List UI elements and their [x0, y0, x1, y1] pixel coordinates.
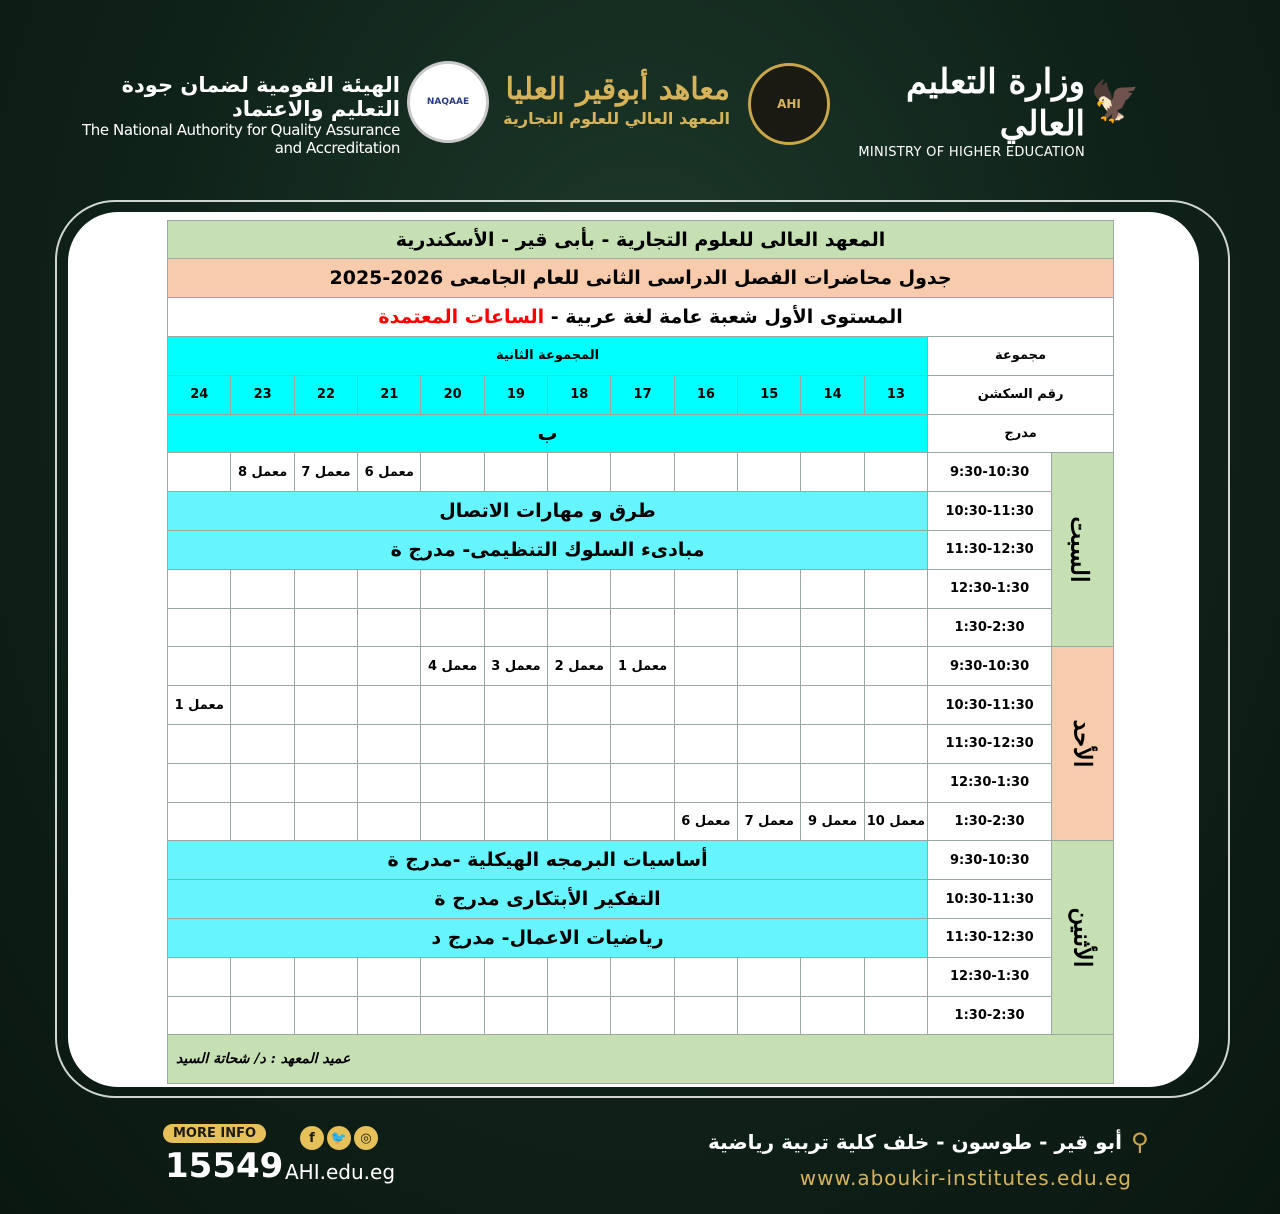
empty-cell — [358, 996, 421, 1035]
empty-cell — [294, 996, 357, 1035]
empty-cell — [421, 996, 484, 1035]
time-slot: 12:30-1:30 — [928, 763, 1052, 802]
empty-cell — [674, 996, 737, 1035]
empty-cell — [358, 569, 421, 608]
empty-cell — [674, 724, 737, 763]
table-row — [168, 530, 1114, 569]
table-row — [168, 492, 1114, 531]
empty-cell — [168, 996, 231, 1035]
level-title — [168, 298, 1114, 337]
naqaae-seal-icon: NAQAAE — [407, 61, 489, 143]
empty-cell — [294, 608, 357, 647]
empty-cell — [168, 608, 231, 647]
time-slot: 9:30-10:30 — [928, 453, 1052, 492]
empty-cell — [674, 647, 737, 686]
empty-cell — [738, 686, 801, 725]
course-cell: أساسيات البرمجه الهيكلية -مدرج ة — [168, 841, 928, 880]
empty-cell — [864, 724, 927, 763]
empty-cell — [611, 724, 674, 763]
empty-cell — [801, 957, 864, 996]
time-slot: 1:30-2:30 — [928, 608, 1052, 647]
section-label: رقم السكشن — [928, 375, 1114, 414]
empty-cell — [484, 996, 547, 1035]
empty-cell — [231, 996, 294, 1035]
naqaae-name-en: The National Authority for Quality Assurance and Accreditation — [81, 121, 400, 157]
empty-cell — [231, 569, 294, 608]
empty-cell — [611, 569, 674, 608]
egypt-eagle-icon: 🦅 — [1090, 79, 1140, 125]
empty-cell — [484, 569, 547, 608]
table-row — [168, 453, 1114, 492]
empty-cell — [421, 608, 484, 647]
empty-cell — [611, 608, 674, 647]
empty-cell — [484, 802, 547, 841]
empty-cell — [611, 802, 674, 841]
ahi-subtitle: المعهد العالي للعلوم التجارية — [503, 109, 730, 128]
institute-title: المعهد العالى للعلوم التجارية - بأبى قير - الأسكندرية — [168, 221, 1114, 259]
empty-cell — [738, 724, 801, 763]
table-row — [168, 569, 1114, 608]
section-number: 19 — [484, 375, 547, 414]
table-row — [168, 996, 1114, 1035]
section-number: 17 — [611, 375, 674, 414]
section-number: 24 — [168, 375, 231, 414]
empty-cell — [801, 608, 864, 647]
empty-cell — [484, 608, 547, 647]
time-slot: 11:30-12:30 — [928, 530, 1052, 569]
group-value: المجموعة الثانية — [168, 337, 928, 376]
empty-cell — [294, 802, 357, 841]
day-name: الأحد — [1068, 719, 1098, 768]
empty-cell — [421, 453, 484, 492]
empty-cell — [231, 647, 294, 686]
ahi-seal-icon: AHI — [748, 63, 830, 145]
empty-cell — [548, 763, 611, 802]
time-slot: 10:30-11:30 — [928, 880, 1052, 919]
empty-cell — [611, 686, 674, 725]
empty-cell — [358, 763, 421, 802]
table-row — [168, 802, 1114, 841]
empty-cell — [548, 608, 611, 647]
empty-cell — [421, 802, 484, 841]
empty-cell — [801, 647, 864, 686]
empty-cell — [801, 686, 864, 725]
empty-cell — [358, 647, 421, 686]
lab-cell: معمل 7 — [738, 802, 801, 841]
empty-cell — [231, 763, 294, 802]
table-row — [168, 647, 1114, 686]
empty-cell — [168, 763, 231, 802]
day-name: السبت — [1065, 516, 1095, 583]
empty-cell — [738, 957, 801, 996]
empty-cell — [231, 802, 294, 841]
empty-cell — [864, 453, 927, 492]
day-cell — [1052, 453, 1114, 647]
time-slot: 12:30-1:30 — [928, 569, 1052, 608]
empty-cell — [801, 763, 864, 802]
empty-cell — [484, 763, 547, 802]
more-info-badge: MORE INFO — [163, 1124, 266, 1143]
lab-cell: معمل 3 — [484, 647, 547, 686]
ahi-logo — [498, 71, 730, 128]
empty-cell — [421, 763, 484, 802]
empty-cell — [738, 763, 801, 802]
dean-signature: عميد المعهد : د/ شحاتة السيد — [168, 1035, 1114, 1084]
empty-cell — [548, 569, 611, 608]
course-cell: طرق و مهارات الاتصال — [168, 492, 928, 531]
instagram-icon[interactable]: ◎ — [354, 1126, 378, 1150]
table-row — [168, 686, 1114, 725]
hall-label: مدرج — [928, 414, 1114, 453]
empty-cell — [611, 763, 674, 802]
table-row — [168, 918, 1114, 957]
empty-cell — [294, 957, 357, 996]
empty-cell — [548, 996, 611, 1035]
empty-cell — [674, 686, 737, 725]
empty-cell — [674, 608, 737, 647]
section-number: 20 — [421, 375, 484, 414]
empty-cell — [548, 453, 611, 492]
lab-cell: معمل 2 — [548, 647, 611, 686]
naqaae-logo — [70, 73, 400, 157]
empty-cell — [421, 569, 484, 608]
naqaae-name-ar: الهيئة القومية لضمان جودة التعليم والاعتماد — [121, 73, 400, 121]
empty-cell — [864, 996, 927, 1035]
empty-cell — [738, 608, 801, 647]
table-row — [168, 608, 1114, 647]
section-number: 21 — [358, 375, 421, 414]
empty-cell — [674, 763, 737, 802]
lab-cell: معمل 4 — [421, 647, 484, 686]
lab-cell: معمل 1 — [611, 647, 674, 686]
time-slot: 11:30-12:30 — [928, 724, 1052, 763]
hotline-number: 15549 — [165, 1146, 284, 1186]
table-row — [168, 724, 1114, 763]
empty-cell — [611, 957, 674, 996]
empty-cell — [168, 724, 231, 763]
lab-cell: معمل 7 — [294, 453, 357, 492]
day-name: الأثنين — [1068, 907, 1098, 968]
course-cell: مبادىء السلوك التنظيمى- مدرج ة — [168, 530, 928, 569]
lab-cell: معمل 10 — [864, 802, 927, 841]
empty-cell — [674, 453, 737, 492]
empty-cell — [294, 647, 357, 686]
hall-value: ب — [168, 414, 928, 453]
empty-cell — [421, 957, 484, 996]
empty-cell — [738, 569, 801, 608]
ministry-name-en: MINISTRY OF HIGHER EDUCATION — [858, 145, 1085, 160]
twitter-icon[interactable]: 🐦 — [327, 1126, 351, 1150]
course-cell: التفكير الأبتكارى مدرج ة — [168, 880, 928, 919]
empty-cell — [864, 686, 927, 725]
empty-cell — [168, 569, 231, 608]
schedule-subtitle: جدول محاضرات الفصل الدراسى الثانى للعام الجامعى 2026-2025 — [168, 259, 1114, 298]
ahi-name: معاهد أبوقير العليا — [505, 72, 730, 107]
time-slot: 10:30-11:30 — [928, 492, 1052, 531]
course-cell: رياضيات الاعمال- مدرج د — [168, 918, 928, 957]
table-row — [168, 841, 1114, 880]
footer-row — [168, 1035, 1114, 1084]
empty-cell — [294, 763, 357, 802]
social-links — [300, 1126, 378, 1150]
table-row — [168, 957, 1114, 996]
empty-cell — [548, 802, 611, 841]
section-number: 13 — [864, 375, 927, 414]
empty-cell — [548, 724, 611, 763]
empty-cell — [864, 763, 927, 802]
group-label: مجموعة — [928, 337, 1114, 376]
empty-cell — [801, 569, 864, 608]
empty-cell — [674, 569, 737, 608]
time-slot: 9:30-10:30 — [928, 841, 1052, 880]
ministry-logo — [845, 61, 1085, 160]
section-number: 18 — [548, 375, 611, 414]
empty-cell — [421, 686, 484, 725]
ministry-name-ar: وزارة التعليم العالي — [906, 62, 1085, 144]
day-cell — [1052, 841, 1114, 1035]
section-number: 14 — [801, 375, 864, 414]
credit-hours-text: الساعات المعتمدة — [378, 306, 545, 328]
address: أبو قير - طوسون - خلف كلية تربية رياضية — [708, 1130, 1122, 1154]
empty-cell — [864, 608, 927, 647]
empty-cell — [548, 686, 611, 725]
empty-cell — [168, 957, 231, 996]
empty-cell — [168, 647, 231, 686]
schedule-table — [167, 220, 1114, 1084]
empty-cell — [674, 957, 737, 996]
website-url[interactable]: www.aboukir-institutes.edu.eg — [799, 1166, 1132, 1190]
empty-cell — [231, 686, 294, 725]
empty-cell — [168, 802, 231, 841]
empty-cell — [358, 802, 421, 841]
empty-cell — [231, 608, 294, 647]
empty-cell — [358, 724, 421, 763]
lab-cell: معمل 8 — [231, 453, 294, 492]
empty-cell — [548, 957, 611, 996]
day-cell — [1052, 647, 1114, 841]
empty-cell — [864, 647, 927, 686]
table-row — [168, 763, 1114, 802]
empty-cell — [484, 724, 547, 763]
empty-cell — [358, 608, 421, 647]
time-slot: 1:30-2:30 — [928, 996, 1052, 1035]
empty-cell — [484, 453, 547, 492]
time-slot: 11:30-12:30 — [928, 918, 1052, 957]
time-slot: 9:30-10:30 — [928, 647, 1052, 686]
empty-cell — [294, 724, 357, 763]
empty-cell — [168, 453, 231, 492]
section-number: 16 — [674, 375, 737, 414]
facebook-icon[interactable]: f — [300, 1126, 324, 1150]
section-number: 23 — [231, 375, 294, 414]
empty-cell — [231, 724, 294, 763]
empty-cell — [801, 724, 864, 763]
empty-cell — [738, 996, 801, 1035]
location-pin-icon: ⚲ — [1131, 1128, 1149, 1156]
header — [0, 55, 1280, 160]
empty-cell — [358, 686, 421, 725]
empty-cell — [421, 724, 484, 763]
empty-cell — [864, 957, 927, 996]
empty-cell — [801, 996, 864, 1035]
empty-cell — [294, 686, 357, 725]
footer — [0, 1122, 1280, 1192]
empty-cell — [484, 686, 547, 725]
section-number: 15 — [738, 375, 801, 414]
empty-cell — [801, 453, 864, 492]
empty-cell — [231, 957, 294, 996]
lab-cell: معمل 6 — [358, 453, 421, 492]
empty-cell — [738, 647, 801, 686]
section-number: 22 — [294, 375, 357, 414]
lab-cell: معمل 1 — [168, 686, 231, 725]
empty-cell — [864, 569, 927, 608]
time-slot: 12:30-1:30 — [928, 957, 1052, 996]
website-short[interactable]: AHI.edu.eg — [285, 1160, 396, 1184]
empty-cell — [611, 996, 674, 1035]
lab-cell: معمل 6 — [674, 802, 737, 841]
table-row — [168, 880, 1114, 919]
time-slot: 10:30-11:30 — [928, 686, 1052, 725]
empty-cell — [484, 957, 547, 996]
lab-cell: معمل 9 — [801, 802, 864, 841]
empty-cell — [358, 957, 421, 996]
level-text: المستوى الأول شعبة عامة لغة عربية - — [544, 306, 903, 328]
empty-cell — [611, 453, 674, 492]
empty-cell — [294, 569, 357, 608]
time-slot: 1:30-2:30 — [928, 802, 1052, 841]
empty-cell — [738, 453, 801, 492]
